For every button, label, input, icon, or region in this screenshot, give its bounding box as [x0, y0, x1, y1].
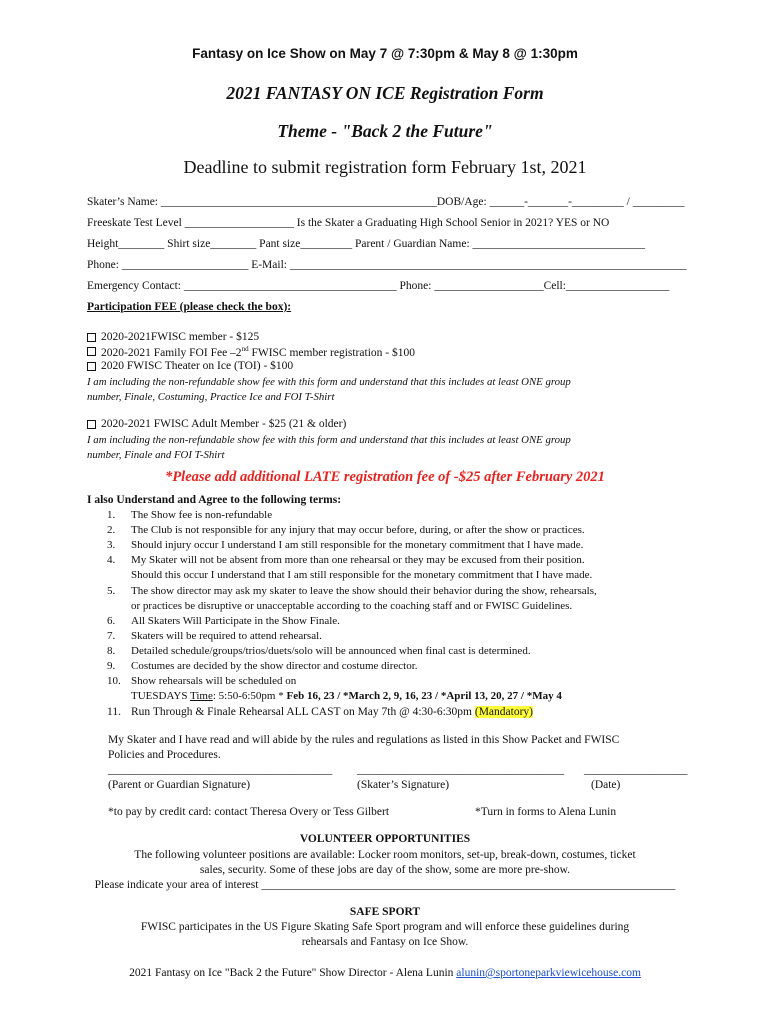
checkbox-icon[interactable] — [87, 333, 96, 342]
guardian-signature-line[interactable]: _______________________________________ — [108, 764, 333, 776]
term-text: Show rehearsals will be scheduled on — [131, 675, 297, 687]
term-number: 2. — [107, 524, 116, 536]
fee-option-label: 2020 FWISC Theater on Ice (TOI) - $100 — [101, 360, 294, 372]
fee-note-line: number, Finale and FOI T-Shirt — [87, 449, 225, 461]
term-text: The Club is not responsible for any injury that may occur before, during, or after the show or practices. — [131, 524, 585, 536]
fee-option-fwisc-member[interactable] — [87, 331, 259, 343]
fee-option-label: 2020-2021 Family FOI Fee –2nd FWISC member registration - $100 — [101, 345, 415, 359]
fee-option-theater-on-ice[interactable] — [87, 360, 293, 372]
term-number: 1. — [107, 509, 116, 521]
skater-signature-line[interactable]: ____________________________________ — [357, 764, 564, 776]
skater-signature-label: (Skater’s Signature) — [357, 779, 450, 791]
safe-sport-text: FWISC participates in the US Figure Skating Safe Sport program and will enforce these guidelines during — [140, 921, 630, 933]
fee-option-adult-member[interactable] — [87, 418, 346, 430]
term-number: 8. — [107, 645, 116, 657]
emergency-contact-field[interactable]: Emergency Contact: _____________________________________ Phone: ___________________Cell:__________________ — [87, 280, 670, 292]
participation-fee-heading: Participation FEE (please check the box): — [87, 301, 292, 313]
mandatory-highlight: (Mandatory) — [474, 706, 533, 718]
terms-heading: I also Understand and Agree to the following terms: — [87, 494, 342, 506]
fee-option-family[interactable] — [87, 345, 415, 359]
volunteer-text: The following volunteer positions are available: Locker room monitors, set-up, break-down, costumes, ticket — [134, 849, 636, 861]
term-text: Skaters will be required to attend rehearsal. — [131, 630, 322, 642]
term-number: 4. — [107, 554, 116, 566]
turn-in-note: *Turn in forms to Alena Lunin — [475, 806, 617, 818]
rehearsal-schedule: TUESDAYS Time: 5:50-6:50pm * Feb 16, 23 / *March 2, 9, 16, 23 / *April 13, 20, 27 / *May 4 — [131, 690, 562, 702]
term-number: 11. — [107, 706, 121, 718]
skater-name-dob-field[interactable]: Skater’s Name: ________________________________________________DOB/Age: ______-_______-_________ / _________ — [87, 196, 685, 208]
sizes-guardian-field[interactable]: Height________ Shirt size________ Pant size_________ Parent / Guardian Name: ______________________________ — [87, 238, 646, 250]
term-text: Detailed schedule/groups/trios/duets/solo will be announced when final cast is determined. — [131, 645, 531, 657]
term-text: Should this occur I understand that I am still responsible for the monetary commitment that I have made. — [131, 569, 593, 581]
term-text: or practices be disruptive or unacceptable according to the coaching staff and or FWISC Guidelines. — [131, 600, 573, 612]
form-title: 2021 FANTASY ON ICE Registration Form — [226, 83, 544, 103]
agreement-text: My Skater and I have read and will abide by the rules and regulations as listed in this Show Packet and FWISC — [108, 734, 620, 746]
checkbox-icon[interactable] — [87, 362, 96, 371]
term-text: Costumes are decided by the show director and costume director. — [131, 660, 418, 672]
term-number: 3. — [107, 539, 116, 551]
safe-sport-heading: SAFE SPORT — [349, 906, 421, 918]
fee-note-line: I am including the non-refundable show fee with this form and understand that this includes at least ONE group — [87, 434, 571, 446]
agreement-text: Policies and Procedures. — [108, 749, 221, 761]
director-email-link[interactable]: alunin@sportoneparkviewicehouse.com — [456, 967, 641, 979]
term-number: 7. — [107, 630, 116, 642]
safe-sport-text: rehearsals and Fantasy on Ice Show. — [301, 936, 469, 948]
fee-option-label: 2020-2021FWISC member - $125 — [101, 331, 260, 343]
term-text: Should injury occur I understand I am still responsible for the monetary commitment that I have made. — [131, 539, 584, 551]
credit-card-note: *to pay by credit card: contact Theresa Overy or Tess Gilbert — [108, 806, 390, 818]
date-label: (Date) — [591, 779, 621, 791]
fee-option-label: 2020-2021 FWISC Adult Member - $25 (21 & older) — [101, 418, 347, 430]
phone-email-field[interactable]: Phone: ______________________ E-Mail: _____________________________________________________________________ — [87, 259, 687, 271]
date-line[interactable]: __________________ — [584, 764, 688, 776]
term-text: My Skater will not be absent from more than one rehearsal or they may be excused from their position. — [131, 554, 585, 566]
term-number: 9. — [107, 660, 116, 672]
term-number: 10. — [107, 675, 121, 687]
term-text: The Show fee is non-refundable — [131, 509, 273, 521]
volunteer-heading: VOLUNTEER OPPORTUNITIES — [299, 833, 471, 845]
test-level-senior-field[interactable]: Freeskate Test Level ___________________ Is the Skater a Graduating High School Senior in 2021? YES or NO — [87, 217, 610, 229]
footer-contact: 2021 Fantasy on Ice "Back 2 the Future" Show Director - Alena Lunin alunin@sportoneparkviewicehouse.com — [129, 967, 641, 979]
final-rehearsal-term: Run Through & Finale Rehearsal ALL CAST on May 7th @ 4:30-6:30pm (Mandatory) — [131, 706, 533, 718]
fee-note-line: number, Finale, Costuming, Practice Ice and FOI T-Shirt — [87, 391, 335, 403]
volunteer-text: sales, security. Some of these jobs are day of the show, some are more pre-show. — [199, 864, 571, 876]
submission-deadline: Deadline to submit registration form February 1st, 2021 — [183, 157, 587, 177]
term-number: 5. — [107, 585, 116, 597]
term-text: The show director may ask my skater to leave the show should their behavior during the show, rehearsals, — [131, 585, 597, 597]
fee-note-line: I am including the non-refundable show fee with this form and understand that this includes at least ONE group — [87, 376, 571, 388]
checkbox-icon[interactable] — [87, 347, 96, 356]
show-dates-header: Fantasy on Ice Show on May 7 @ 7:30pm & May 8 @ 1:30pm — [192, 46, 578, 61]
late-fee-notice: *Please add additional LATE registration fee of -$25 after February 2021 — [165, 469, 605, 485]
form-theme: Theme - "Back 2 the Future" — [277, 121, 493, 141]
term-number: 6. — [107, 615, 116, 627]
volunteer-interest-field[interactable]: Please indicate your area of interest ________________________________________________________________________ — [94, 879, 676, 891]
term-text: All Skaters Will Participate in the Show Finale. — [131, 615, 340, 627]
checkbox-icon[interactable] — [87, 420, 96, 429]
guardian-signature-label: (Parent or Guardian Signature) — [108, 779, 251, 791]
